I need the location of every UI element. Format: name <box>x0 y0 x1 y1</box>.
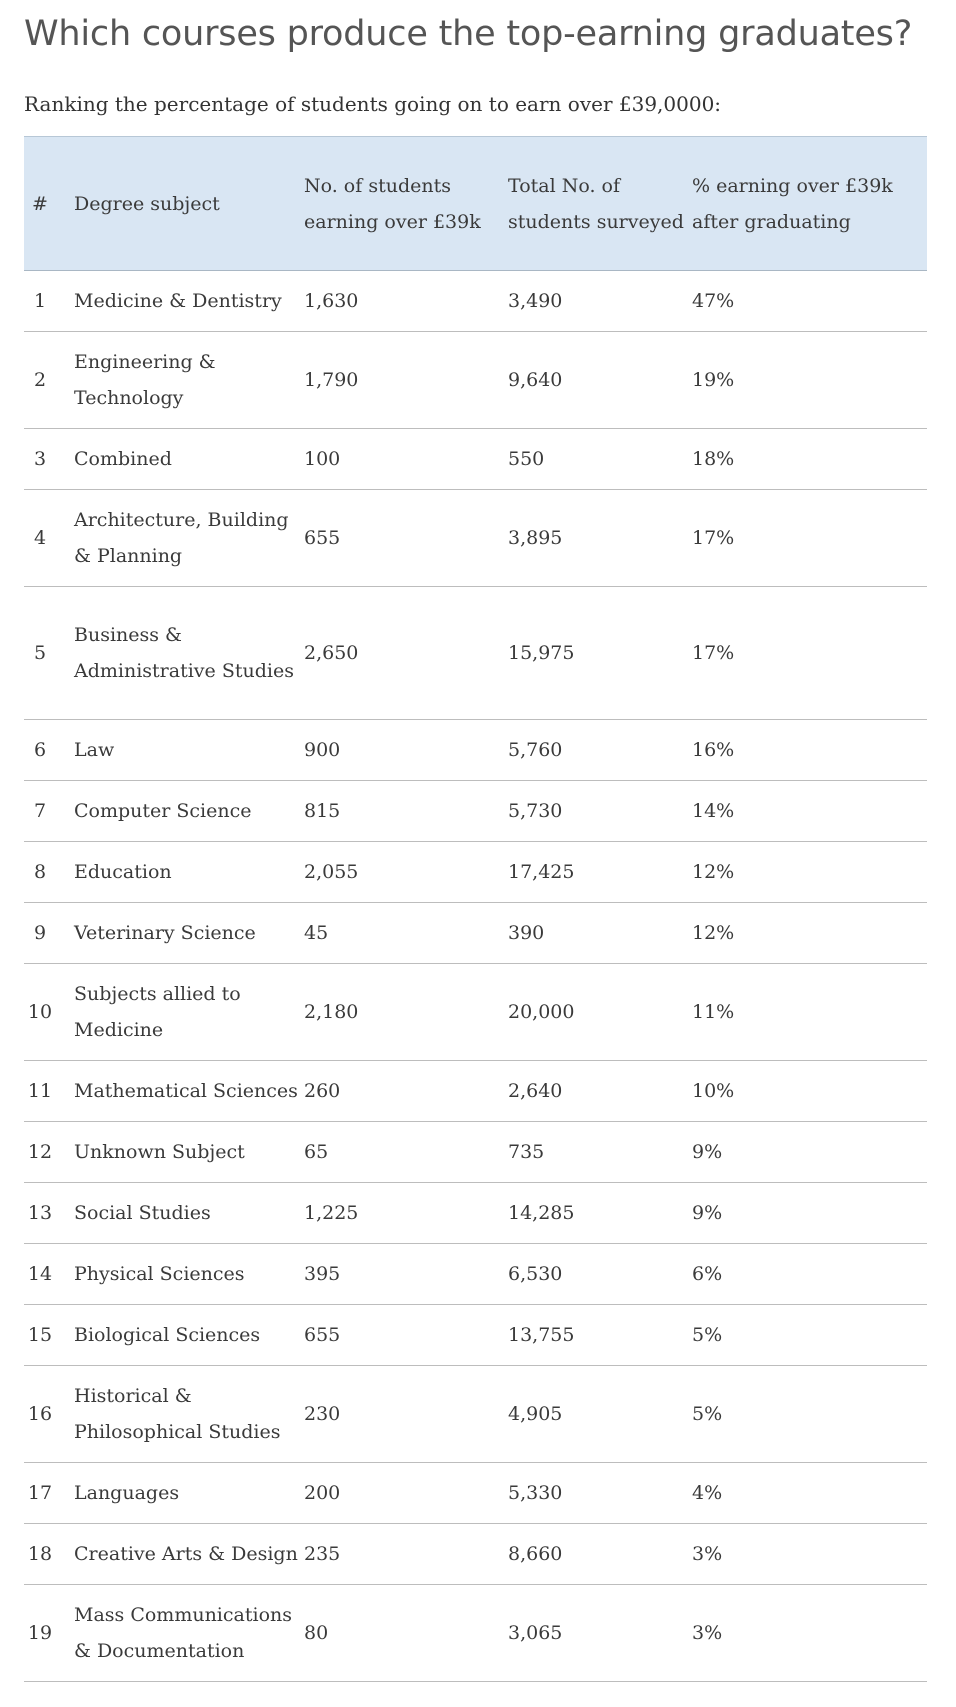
cell-total: 3,490 <box>508 290 563 312</box>
cell-total: 4,905 <box>508 1403 563 1425</box>
cell-earning: 100 <box>304 448 341 470</box>
cell-rank: 17 <box>27 1482 53 1504</box>
cell-rank: 5 <box>33 642 47 664</box>
cell-rank: 13 <box>27 1202 53 1224</box>
cell-subject: Creative Arts & Design <box>74 1543 298 1565</box>
cell-subject: Combined <box>74 448 172 470</box>
cell-earning: 45 <box>304 922 329 944</box>
cell-subject: Medicine & Dentistry <box>74 290 282 312</box>
ranking-table <box>24 136 927 1682</box>
cell-percent: 17% <box>692 527 735 549</box>
cell-percent: 9% <box>692 1141 723 1163</box>
table-row <box>24 1366 927 1463</box>
cell-rank: 12 <box>27 1141 53 1163</box>
cell-rank: 8 <box>33 861 47 883</box>
cell-rank: 19 <box>27 1622 53 1644</box>
cell-total: 15,975 <box>508 642 575 664</box>
cell-percent: 3% <box>692 1622 723 1644</box>
cell-rank: 9 <box>33 922 47 944</box>
cell-earning: 260 <box>304 1080 341 1102</box>
cell-subject: Mass Communications & Documentation <box>74 1604 292 1662</box>
cell-percent: 47% <box>692 290 735 312</box>
cell-earning: 200 <box>304 1482 341 1504</box>
cell-total: 9,640 <box>508 369 563 391</box>
cell-percent: 9% <box>692 1202 723 1224</box>
header-total: Total No. of students surveyed <box>508 174 684 233</box>
cell-subject: Architecture, Building & Planning <box>74 509 289 567</box>
cell-rank: 1 <box>33 290 47 312</box>
cell-percent: 5% <box>692 1403 723 1425</box>
cell-subject: Business & Administrative Studies <box>74 624 294 682</box>
table-header-row <box>24 137 927 271</box>
cell-rank: 10 <box>27 1001 53 1023</box>
cell-subject: Education <box>74 861 172 883</box>
table-row <box>24 1585 927 1682</box>
table-row <box>24 781 927 842</box>
cell-subject: Unknown Subject <box>74 1141 245 1163</box>
cell-total: 5,760 <box>508 739 563 761</box>
cell-subject: Law <box>74 739 115 761</box>
table-row <box>24 1524 927 1585</box>
cell-earning: 2,055 <box>304 861 359 883</box>
cell-rank: 7 <box>33 800 47 822</box>
table-row <box>24 903 927 964</box>
cell-percent: 19% <box>692 369 735 391</box>
cell-subject: Physical Sciences <box>74 1263 245 1285</box>
table-row <box>24 1463 927 1524</box>
cell-earning: 655 <box>304 1324 341 1346</box>
cell-total: 2,640 <box>508 1080 563 1102</box>
cell-percent: 4% <box>692 1482 723 1504</box>
cell-subject: Engineering & Technology <box>74 351 216 409</box>
cell-earning: 230 <box>304 1403 341 1425</box>
table-body <box>24 271 927 1682</box>
page-title: Which courses produce the top-earning graduates? <box>24 14 913 54</box>
table-row <box>24 271 927 332</box>
cell-subject: Subjects allied to Medicine <box>74 983 241 1041</box>
table-row <box>24 1305 927 1366</box>
cell-total: 5,330 <box>508 1482 563 1504</box>
cell-total: 17,425 <box>508 861 575 883</box>
cell-subject: Veterinary Science <box>74 922 256 944</box>
cell-rank: 14 <box>27 1263 53 1285</box>
cell-rank: 4 <box>33 527 47 549</box>
cell-earning: 1,790 <box>304 369 359 391</box>
cell-earning: 2,650 <box>304 642 359 664</box>
table-row <box>24 429 927 490</box>
cell-earning: 655 <box>304 527 341 549</box>
cell-percent: 17% <box>692 642 735 664</box>
table-row <box>24 587 927 720</box>
cell-rank: 18 <box>27 1543 53 1565</box>
cell-percent: 6% <box>692 1263 723 1285</box>
cell-percent: 10% <box>692 1080 735 1102</box>
cell-total: 8,660 <box>508 1543 563 1565</box>
cell-total: 550 <box>508 448 545 470</box>
table-row <box>24 490 927 587</box>
table-row <box>24 332 927 429</box>
cell-rank: 3 <box>33 448 47 470</box>
cell-percent: 16% <box>692 739 735 761</box>
cell-subject: Mathematical Sciences <box>74 1080 298 1102</box>
cell-subject: Computer Science <box>74 800 252 822</box>
table-row <box>24 720 927 781</box>
table-row <box>24 1244 927 1305</box>
cell-percent: 5% <box>692 1324 723 1346</box>
header-earning: No. of students earning over £39k <box>304 174 481 233</box>
cell-total: 14,285 <box>508 1202 575 1224</box>
header-subject: Degree subject <box>74 192 220 215</box>
cell-earning: 395 <box>304 1263 341 1285</box>
cell-earning: 2,180 <box>304 1001 359 1023</box>
cell-rank: 6 <box>33 739 47 761</box>
cell-total: 20,000 <box>508 1001 575 1023</box>
cell-percent: 14% <box>692 800 735 822</box>
cell-subject: Social Studies <box>74 1202 211 1224</box>
cell-earning: 235 <box>304 1543 341 1565</box>
cell-earning: 80 <box>304 1622 329 1644</box>
cell-percent: 18% <box>692 448 735 470</box>
table-row <box>24 964 927 1061</box>
cell-percent: 3% <box>692 1543 723 1565</box>
page-subtitle: Ranking the percentage of students going on to earn over £39,0000: <box>24 92 722 116</box>
cell-rank: 2 <box>33 369 47 391</box>
table-row <box>24 1183 927 1244</box>
cell-subject: Languages <box>74 1482 180 1504</box>
cell-total: 3,895 <box>508 527 563 549</box>
cell-earning: 900 <box>304 739 341 761</box>
cell-rank: 15 <box>27 1324 53 1346</box>
cell-subject: Historical & Philosophical Studies <box>74 1385 281 1443</box>
table-header <box>24 137 927 271</box>
header-percent: % earning over £39k after graduating <box>692 174 893 233</box>
cell-total: 5,730 <box>508 800 563 822</box>
table-row <box>24 1061 927 1122</box>
cell-percent: 12% <box>692 922 735 944</box>
cell-earning: 815 <box>304 800 341 822</box>
cell-percent: 11% <box>692 1001 735 1023</box>
table-row <box>24 1122 927 1183</box>
cell-total: 3,065 <box>508 1622 563 1644</box>
cell-earning: 1,225 <box>304 1202 359 1224</box>
table-row <box>24 842 927 903</box>
cell-earning: 1,630 <box>304 290 359 312</box>
cell-rank: 11 <box>27 1080 53 1102</box>
cell-earning: 65 <box>304 1141 329 1163</box>
cell-total: 6,530 <box>508 1263 563 1285</box>
cell-subject: Biological Sciences <box>74 1324 261 1346</box>
cell-total: 390 <box>508 922 545 944</box>
header-rank: # <box>32 192 48 215</box>
cell-total: 735 <box>508 1141 545 1163</box>
cell-rank: 16 <box>27 1403 53 1425</box>
cell-percent: 12% <box>692 861 735 883</box>
cell-total: 13,755 <box>508 1324 575 1346</box>
